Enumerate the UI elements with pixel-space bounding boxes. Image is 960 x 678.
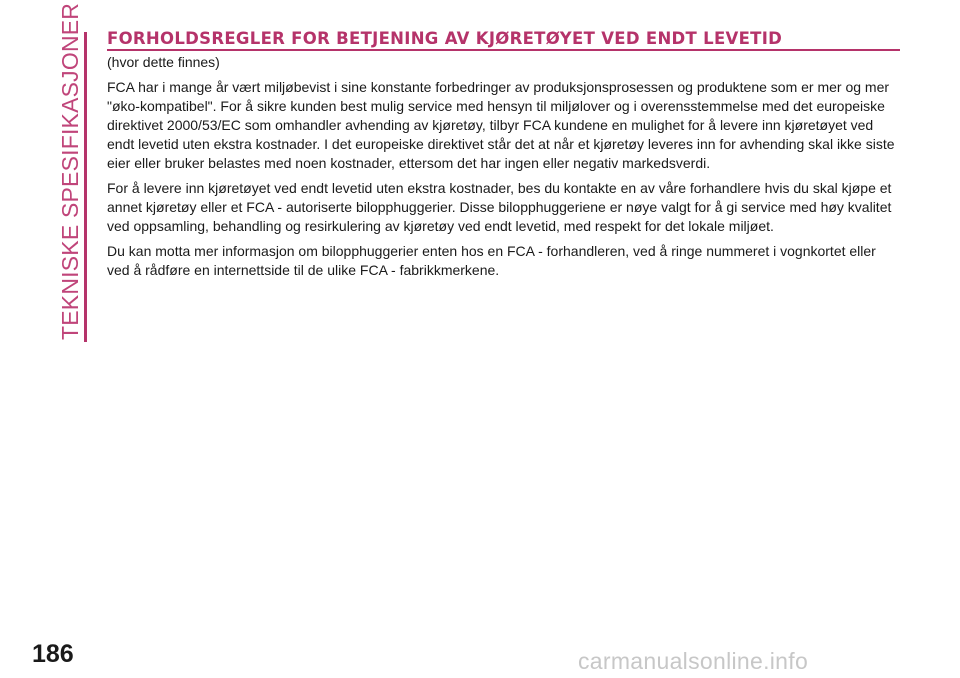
section-title: FORHOLDSREGLER FOR BETJENING AV KJØRETØYET VED ENDT LEVETID bbox=[107, 30, 900, 51]
watermark-logo: carmanualsonline.info bbox=[578, 648, 809, 674]
page-number: 186 bbox=[32, 640, 74, 668]
paragraph-more-info: Du kan motta mer informasjon om bilopphuggerier enten hos en FCA - forhandleren, ved å ringe nummeret i vognkortet eller ved å rådføre en internettside til de ulike FCA - fabrikkmerkene. bbox=[107, 243, 876, 278]
paragraph-delivery: For å levere inn kjøretøyet ved endt levetid uten ekstra kostnader, bes du kontakte en av våre forhandlere hvis du skal kjøpe et annet kjøretøy eller et FCA - autoriserte bilopphuggerier. Disse bilopphuggeriene er nøye valgt for å gi service med høy kvalitet ved oppsamling, behandling og resirkulering av kjøretøy ved endt levetid, med respekt for det lokale miljøet. bbox=[107, 180, 892, 234]
section-subtitle: (hvor dette finnes) bbox=[107, 54, 220, 70]
main-content bbox=[107, 30, 900, 280]
paragraph-environment: FCA har i mange år vært miljøbevist i sine konstante forbedringer av produksjonsprosessen og produktene som er mer og mer "øko-kompatibel". For å sikre kunden best mulig service med hensyn til miljølover og i overensstemmelse med det europeiske direktivet 2000/53/EC som omhandler avhending av kjøretøy, tilbyr FCA kundene en mulighet for å levere inn kjøretøyet ved endt levetid uten ekstra kostnader. I det europeiske direktivet står det at når et kjøretøy leveres inn for avhending skal ikke siste eier eller bruker belastes med noen kostnader, ettersom det har ingen eller negativ markedsverdi. bbox=[107, 79, 895, 171]
chapter-side-label: TEKNISKE SPESIFIKASJONER bbox=[57, 2, 83, 340]
